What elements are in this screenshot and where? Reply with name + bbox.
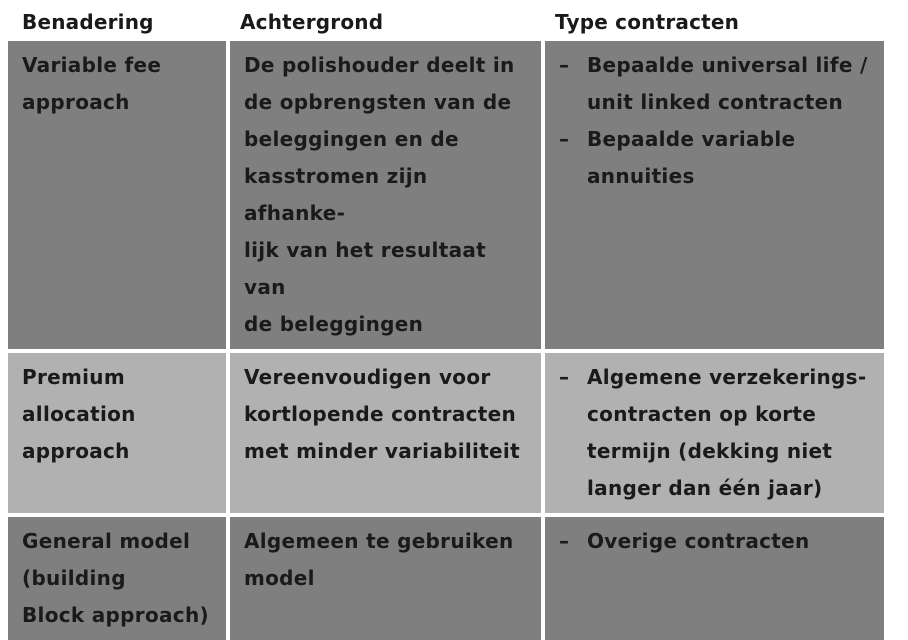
contract-type-text: unit linked contracten — [587, 90, 843, 114]
dash-bullet-icon: – — [559, 127, 570, 151]
cell-approach — [8, 513, 226, 640]
cell-background — [226, 513, 541, 640]
approach-line: approach — [22, 439, 130, 463]
cell-contract-types — [541, 513, 884, 640]
dash-bullet-icon: – — [559, 53, 570, 77]
contract-type-line — [559, 359, 874, 396]
approach-line: Premium — [22, 365, 125, 389]
approach-line: (building — [22, 566, 126, 590]
contract-type-line — [559, 523, 874, 560]
cell-approach — [8, 41, 226, 349]
contract-type-text: annuities — [587, 164, 695, 188]
approach-line: approach — [22, 90, 130, 114]
contract-type-text: langer dan één jaar) — [587, 476, 823, 500]
background-line: Vereenvoudigen voor — [244, 365, 491, 389]
contract-type-text: contracten op korte — [587, 402, 817, 426]
contract-type-line — [559, 470, 874, 507]
dash-bullet-icon: – — [559, 529, 570, 553]
background-line: Algemeen te gebruiken — [244, 529, 514, 553]
background-line: de opbrengsten van de — [244, 90, 512, 114]
cell-approach — [8, 349, 226, 513]
contract-type-text: Algemene verzekerings- — [587, 365, 867, 389]
contract-type-text: termijn (dekking niet — [587, 439, 833, 463]
approach-line: General model — [22, 529, 191, 553]
approach-line: allocation — [22, 402, 136, 426]
dash-bullet-icon: – — [559, 365, 570, 389]
table-header — [8, 0, 884, 41]
approach-line: Variable fee — [22, 53, 162, 77]
contract-type-line — [559, 121, 874, 158]
header-contract-types: Type contracten — [555, 9, 740, 34]
contract-type-line — [559, 396, 874, 433]
background-line: De polishouder deelt in — [244, 53, 515, 77]
contract-type-text: Bepaalde universal life / — [587, 53, 868, 77]
contract-type-item — [559, 359, 874, 507]
cell-background — [226, 349, 541, 513]
contract-type-item — [559, 47, 874, 121]
background-line: kasstromen zijn afhanke- — [244, 164, 428, 225]
cell-background — [226, 41, 541, 349]
background-line: met minder variabiliteit — [244, 439, 520, 463]
contract-type-line — [559, 47, 874, 84]
cell-contract-types — [541, 349, 884, 513]
header-approach: Benadering — [22, 9, 154, 34]
contract-type-line — [559, 158, 874, 195]
header-background: Achtergrond — [240, 9, 384, 34]
table-container — [8, 0, 884, 640]
background-line: de beleggingen — [244, 312, 424, 336]
contract-type-line — [559, 84, 874, 121]
contract-type-text: Bepaalde variable — [587, 127, 796, 151]
contract-type-line — [559, 433, 874, 470]
contract-type-item — [559, 523, 874, 560]
background-line: model — [244, 566, 315, 590]
cell-contract-types — [541, 41, 884, 349]
background-line: kortlopende contracten — [244, 402, 517, 426]
approach-line: Block approach) — [22, 603, 209, 627]
table-body — [8, 41, 884, 640]
contract-type-item — [559, 121, 874, 195]
contract-type-text: Overige contracten — [587, 529, 810, 553]
background-line: lijk van het resultaat van — [244, 238, 487, 299]
background-line: beleggingen en de — [244, 127, 459, 151]
